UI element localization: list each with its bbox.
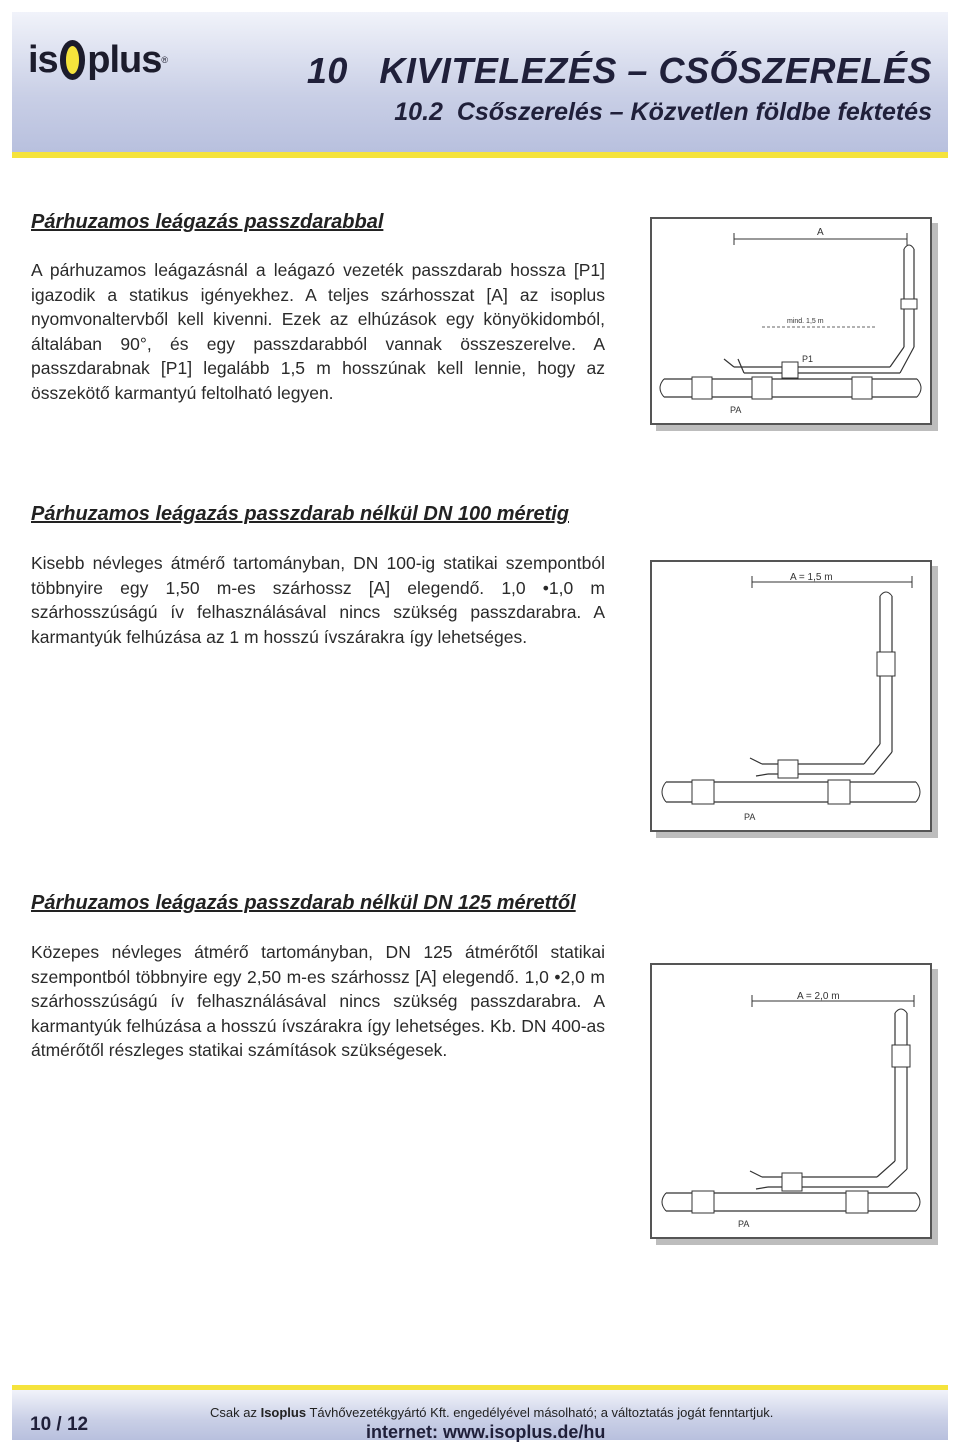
website-link[interactable]: internet: www.isoplus.de/hu	[366, 1422, 606, 1442]
logo-right-text: plus	[87, 39, 162, 81]
dim-label-a: A	[817, 227, 824, 238]
diagram-svg-3	[652, 965, 930, 1237]
dim-label-pa: PA	[730, 405, 742, 415]
notice-suffix: Távhővezetékgyártó Kft. engedélyével másolható; a változtatás jogát fenntartjuk.	[306, 1405, 774, 1420]
page-subtitle: 10.2 Csőszerelés – Közvetlen földbe fektetés	[394, 98, 932, 126]
copyright-notice	[210, 1405, 773, 1420]
dim-label-pa3: PA	[738, 1219, 750, 1229]
isoplus-logo	[28, 30, 168, 90]
logo-registered-mark: ®	[161, 55, 168, 65]
section-text-3: Közepes névleges átmérő tartományban, DN 125 átmérőtől statikai szempontból többnyire egy 2,50 m-es szárhossz [A] elegendő. 1,0 •2,0 m szárhosszúságú ív felhasználásával nincs szükség passzdarabra. A karmantyúk felhúzása a hosszú ívszárakra így lehetséges. Kb. DN 400-as átmérőtől részleges statikai számítások szükségesek.	[31, 942, 605, 1061]
dim-label-a3: A = 2,0 m	[797, 991, 840, 1002]
diagram-branch-with-fitting	[650, 217, 932, 425]
logo-left-text: is	[28, 39, 58, 81]
logo-ring-icon	[60, 40, 86, 80]
section-heading-3: Párhuzamos leágazás passzdarab nélkül DN 125 mérettől	[31, 892, 576, 914]
diagram-svg-1	[652, 219, 930, 423]
dim-label-pa2: PA	[744, 812, 756, 822]
section-text-1: A párhuzamos leágazásnál a leágazó vezeték passzdarab hossza [P1] igazodik a statikus igényekhez. A teljes szárhosszat [A] az isoplus nyomvonaltervből kell kivenni. Ezek az elhúzások egy könyökidomból, általában 90°, és egy passzdarabból vannak összeszerelve. A passzdarabnak [P1] legalább 1,5 m hosszúnak kell lennie, hogy az összekötő karmantyú feltolható legyen.	[31, 260, 605, 403]
diagram-branch-dn100	[650, 560, 932, 832]
notice-brand: Isoplus	[260, 1405, 307, 1420]
section-heading-2: Párhuzamos leágazás passzdarab nélkül DN 100 méretig	[31, 503, 569, 525]
page-title: 10 KIVITELEZÉS – CSŐSZERELÉS	[306, 50, 932, 91]
section-heading-1: Párhuzamos leágazás passzdarabbal	[31, 211, 384, 233]
page-number: 10 / 12	[30, 1414, 89, 1435]
diagram-svg-2	[652, 562, 930, 830]
dim-label-a2: A = 1,5 m	[790, 572, 833, 583]
dim-label-min: mind. 1,5 m	[787, 318, 824, 325]
notice-prefix: Csak az	[210, 1405, 261, 1420]
section-text-2: Kisebb névleges átmérő tartományban, DN 100-ig statikai szempontból többnyire egy 1,50 m-es szárhossz [A] elegendő. 1,0 •1,0 m szárhosszúságú ív felhasználásával nincs szükség passzdarabra. A karmantyúk felhúzása az 1 m hosszú ívszárakra így lehetséges.	[31, 553, 605, 647]
dim-label-p1: P1	[802, 354, 814, 364]
header-accent-bar	[12, 152, 948, 158]
diagram-branch-dn125	[650, 963, 932, 1239]
